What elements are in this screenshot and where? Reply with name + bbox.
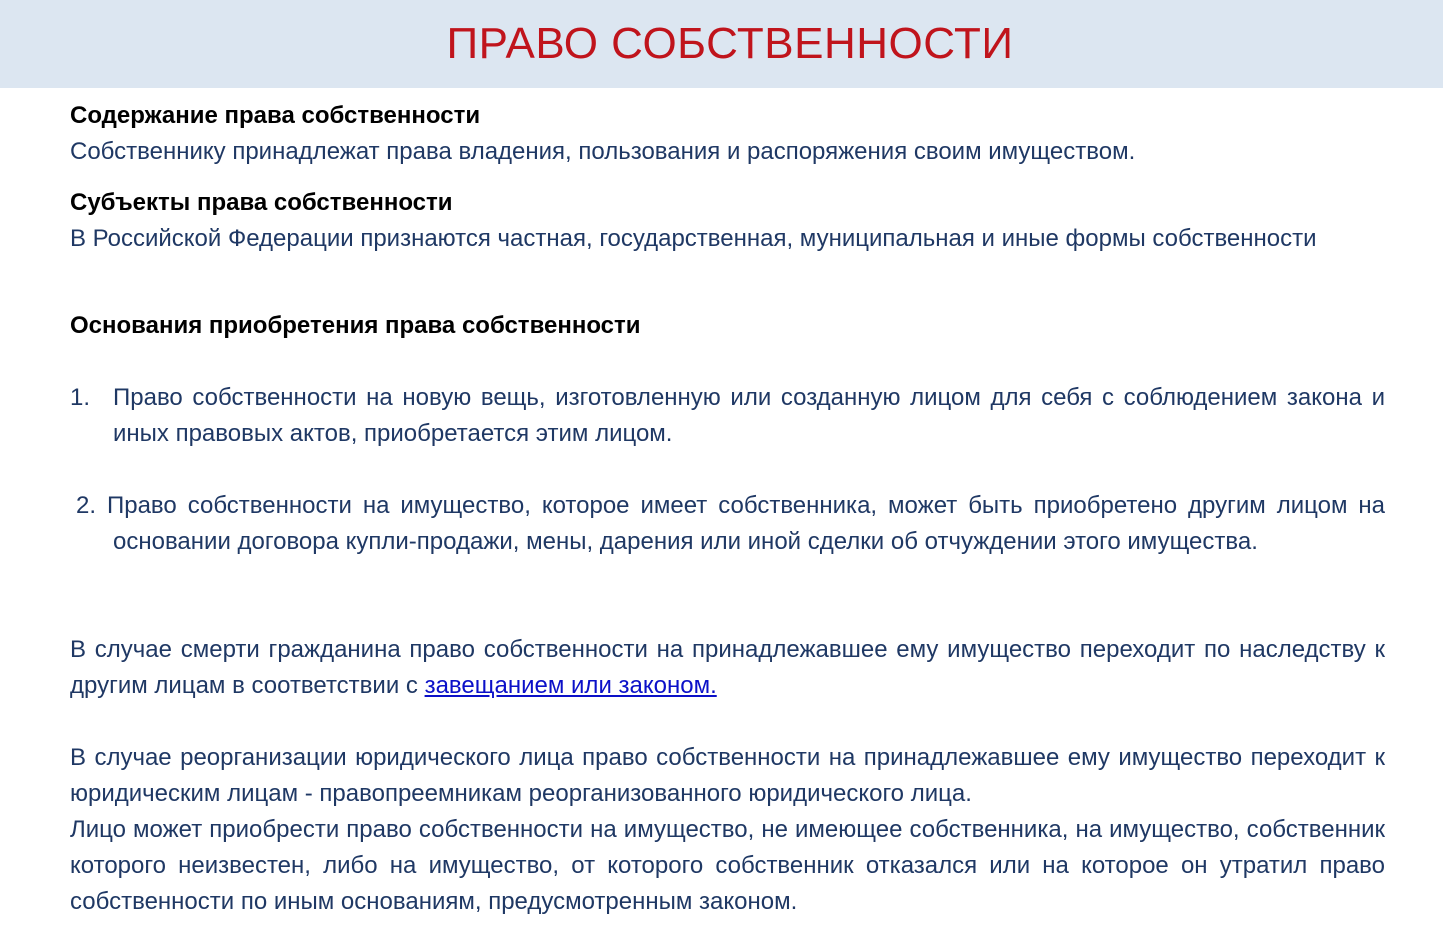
- inheritance-link[interactable]: завещанием или законом.: [424, 672, 717, 699]
- list-item-1: [70, 380, 1385, 452]
- list-number: 1.: [70, 384, 91, 411]
- heading-subjects: Субъекты права собственности: [70, 189, 453, 216]
- death-text: В случае смерти гражданина право собственности на принадлежавшее ему имущество переходит по наследству к другим лицам в соответствии с: [70, 636, 1385, 699]
- list-item-2: 2. Право собственности на имущество, которое имеет собственника, может быть приобретено другим лицом на основании договора купли-продажи, мены, дарения или иной сделки об отчуждении этого имущества.: [76, 492, 1385, 555]
- list-item-text: Право собственности на новую вещь, изготовленную или созданную лицом для себя с соблюдением закона и иных правовых актов, приобретается этим лицом.: [113, 384, 1385, 447]
- content-text: Собственнику принадлежат права владения, пользования и распоряжения своим имуществом.: [70, 138, 1136, 165]
- heading-grounds: Основания приобретения права собственности: [70, 312, 641, 339]
- subjects-text: В Российской Федерации признаются частная, государственная, муниципальная и иные формы собственности: [70, 225, 1317, 252]
- heading-content: Содержание права собственности: [70, 102, 481, 129]
- death-paragraph: [70, 632, 1385, 704]
- reorg-paragraph: В случае реорганизации юридического лица право собственности на принадлежавшее ему имущество переходит к юридическим лицам - правопреемникам реорганизованного юридического лица.: [70, 744, 1385, 807]
- slide-title: ПРАВО СОБСТВЕННОСТИ: [446, 19, 1014, 68]
- ownerless-paragraph: Лицо может приобрести право собственности на имущество, не имеющее собственника, на имущество, собственник которого неизвестен, либо на имущество, от которого собственник отказался или на которое он утратил право собственности по иным основаниям, предусмотренным законом.: [70, 816, 1385, 915]
